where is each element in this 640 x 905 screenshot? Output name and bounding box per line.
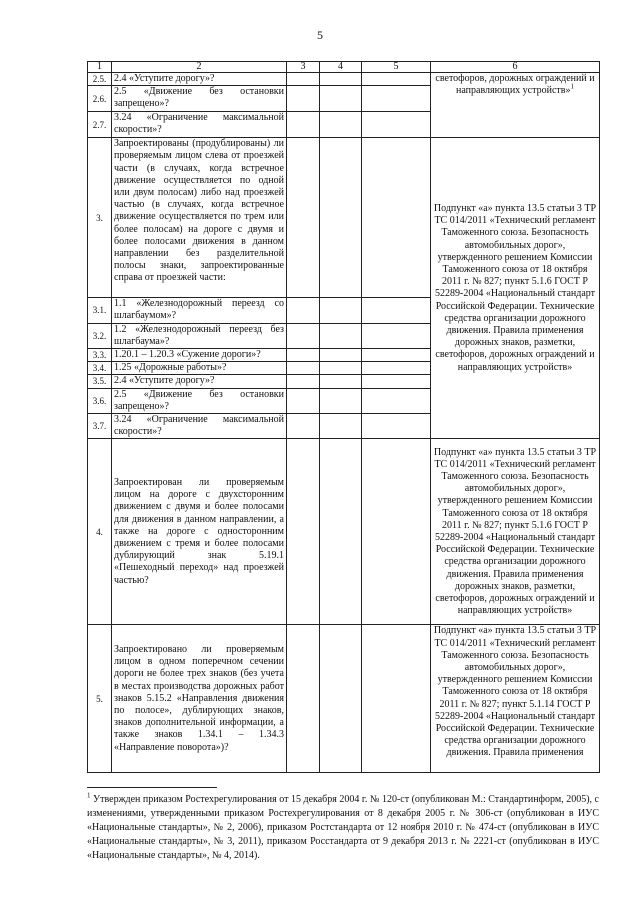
requirement-reference: светофоров, дорожных ограждений и направляющих устройств»$^1$: [431, 73, 600, 138]
row-number: 4.: [88, 439, 112, 625]
answer-cell: [320, 298, 362, 323]
row-number: 5.: [88, 625, 112, 773]
row-question: 1.25 «Дорожные работы»?: [112, 362, 287, 375]
requirement-reference: Подпункт «а» пункта 13.5 статьи 3 ТР ТС 014/2011 «Технический регламент Таможенного союза. Безопасность автомобильных дорог», утвержденного решением Комиссии Таможенного союза от 18 октября 2011 г. № 827; пункт 5.1.14 ГОСТ Р 52289-2004 «Национальный стандарт Российской Федерации. Технические средства организации дорожного движения. Правила применения: [431, 625, 600, 773]
footnote-mark: 1: [570, 82, 574, 91]
column-header: 6: [431, 62, 600, 73]
column-header: 1: [88, 62, 112, 73]
row-question: 1.1 «Железнодорожный переезд со шлагбаумом»?: [112, 298, 287, 323]
answer-cell: [362, 439, 431, 625]
answer-cell: [362, 625, 431, 773]
row-question: 2.5 «Движение без остановки запрещено»?: [112, 388, 287, 413]
row-question: 1.20.1 – 1.20.3 «Сужение дороги»?: [112, 349, 287, 362]
footnote-divider: [87, 787, 217, 788]
row-question: 1.2 «Железнодорожный переезд без шлагбаума»?: [112, 323, 287, 348]
column-header: 4: [320, 62, 362, 73]
row-number: 3.2.: [88, 323, 112, 348]
answer-cell: [287, 323, 320, 348]
row-number: 3.7.: [88, 414, 112, 439]
answer-cell: [287, 112, 320, 138]
checklist-table: [87, 61, 600, 773]
requirement-reference: Подпункт «а» пункта 13.5 статьи 3 ТР ТС 014/2011 «Технический регламент Таможенного союза. Безопасность автомобильных дорог», утвержденного решением Комиссии Таможенного союза от 18 октября 2011 г. № 827; пункт 5.1.6 ГОСТ Р 52289-2004 «Национальный стандарт Российской Федерации. Технические средства организации дорожного движения. Правила применения дорожных знаков, разметки, светофоров, дорожных ограждений и направляющих устройств»: [431, 138, 600, 439]
row-question: Запроектирован ли проверяемым лицом на дороге с двухсторонним движением с двумя и более полосами для движения в данном направлении, а также на дороге с односторонним движением с тремя и более полосами дублирующий знак 5.19.1 «Пешеходный переход» над проезжей частью?: [112, 439, 287, 625]
table-row: [88, 439, 600, 625]
footnote: [87, 793, 599, 863]
row-question: Запроектировано ли проверяемым лицом в одном поперечном сечении дороги не более трех знаков (без учета в местах производства дорожных работ знаков 5.15.2 «Направления движения по полосе», дублирующих знаков, знаков дополнительной информации, а также знаков 1.34.1 – 1.34.3 «Направление поворота»)?: [112, 625, 287, 773]
requirement-reference: Подпункт «а» пункта 13.5 статьи 3 ТР ТС 014/2011 «Технический регламент Таможенного союза. Безопасность автомобильных дорог», утвержденного решением Комиссии Таможенного союза от 18 октября 2011 г. № 827; пункт 5.1.6 ГОСТ Р 52289-2004 «Национальный стандарт Российской Федерации. Технические средства организации дорожного движения. Правила применения дорожных знаков, разметки, светофоров, дорожных ограждений и направляющих устройств»: [431, 439, 600, 625]
answer-cell: [320, 86, 362, 112]
row-number: 3.5.: [88, 375, 112, 388]
answer-cell: [320, 323, 362, 348]
answer-cell: [287, 362, 320, 375]
column-header: 3: [287, 62, 320, 73]
answer-cell: [287, 625, 320, 773]
footnote-mark: 1: [87, 791, 91, 800]
answer-cell: [320, 388, 362, 413]
table-row: [88, 73, 600, 86]
answer-cell: [287, 388, 320, 413]
table-header-row: [88, 62, 600, 73]
answer-cell: [287, 298, 320, 323]
answer-cell: [320, 349, 362, 362]
answer-cell: [287, 138, 320, 298]
answer-cell: [320, 414, 362, 439]
row-number: 3.6.: [88, 388, 112, 413]
answer-cell: [362, 323, 431, 348]
answer-cell: [320, 73, 362, 86]
answer-cell: [287, 86, 320, 112]
table-row: [88, 625, 600, 773]
answer-cell: [362, 414, 431, 439]
answer-cell: [362, 388, 431, 413]
answer-cell: [362, 349, 431, 362]
row-question: 2.4 «Уступите дорогу»?: [112, 375, 287, 388]
answer-cell: [287, 414, 320, 439]
answer-cell: [362, 73, 431, 86]
answer-cell: [320, 362, 362, 375]
answer-cell: [320, 138, 362, 298]
answer-cell: [362, 362, 431, 375]
row-number: 2.7.: [88, 112, 112, 138]
answer-cell: [287, 349, 320, 362]
footnote-text: Утвержден приказом Ростехрегулирования от 15 декабря 2004 г. № 120-ст (опубликован М.: Стандартинформ, 2005), с изменениями, утвержденными приказом Ростехрегулирования от 8 декабря 2005 г. № 306-ст (опубликован в ИУС «Национальные стандарты», № 2, 2006), приказом Ростстандарта от 12 ноября 2010 г. № 474-ст (опубликован в ИУС «Национальные стандарты», № 3, 2011), приказом Росстандарта от 9 декабря 2013 г. № 2221-ст (опубликован в ИУС «Национальные стандарты», № 4, 2014).: [87, 794, 599, 861]
answer-cell: [362, 298, 431, 323]
answer-cell: [320, 439, 362, 625]
column-header: 2: [112, 62, 287, 73]
column-header: 5: [362, 62, 431, 73]
row-number: 3.: [88, 138, 112, 298]
answer-cell: [287, 375, 320, 388]
table-row: [88, 138, 600, 298]
answer-cell: [362, 138, 431, 298]
row-number: 2.5.: [88, 73, 112, 86]
row-question: 2.4 «Уступите дорогу»?: [112, 73, 287, 86]
row-number: 3.3.: [88, 349, 112, 362]
answer-cell: [320, 112, 362, 138]
row-number: 3.4.: [88, 362, 112, 375]
row-question: 3.24 «Ограничение максимальной скорости»?: [112, 112, 287, 138]
row-question: 2.5 «Движение без остановки запрещено»?: [112, 86, 287, 112]
answer-cell: [287, 73, 320, 86]
answer-cell: [362, 375, 431, 388]
answer-cell: [320, 625, 362, 773]
row-number: 3.1.: [88, 298, 112, 323]
row-question: 3.24 «Ограничение максимальной скорости»?: [112, 414, 287, 439]
answer-cell: [287, 439, 320, 625]
page-number: 5: [317, 28, 323, 42]
answer-cell: [362, 86, 431, 112]
row-question: Запроектированы (продублированы) ли проверяемым лицом слева от проезжей части (в случаях, когда встречное движение осуществляется по одной или двум полосам) либо над проезжей частью (в случаях, когда встречное движение осуществляется по трем или более полосам) на дороге с двумя и более полосами движения в данном направлении без разделительной полосы знаки, запроектированные справа от проезжей части:: [112, 138, 287, 298]
answer-cell: [362, 112, 431, 138]
row-number: 2.6.: [88, 86, 112, 112]
answer-cell: [320, 375, 362, 388]
